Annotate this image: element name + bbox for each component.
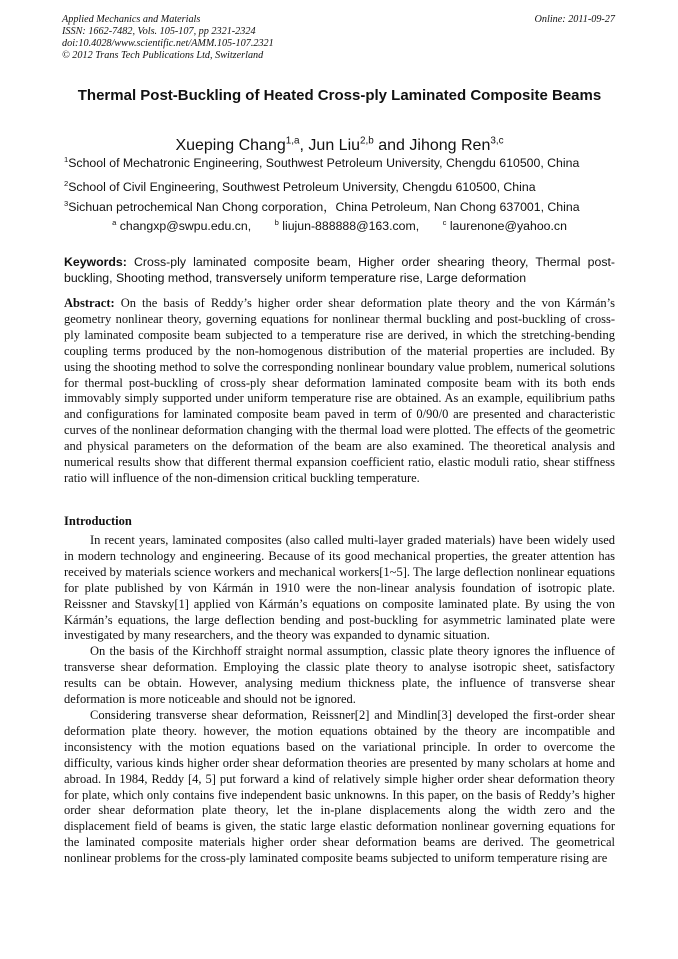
email-address: liujun-888888@163.com, xyxy=(282,219,420,233)
keywords-label: Keywords: xyxy=(64,255,127,269)
email-address: laurenone@yahoo.cn xyxy=(449,219,567,233)
affiliation-text: School of Civil Engineering, Southwest Petroleum University, Chengdu 610500, China xyxy=(68,180,536,194)
paragraph: In recent years, laminated composites (also called multi-layer graded materials) have been widely used in modern technology and engineering. Because of its good mechanical properties, the greater attention has received by materials science workers and mechanical workers[1~5]. The large deflection nonlinear equations for plate published by von Kármán in 1910 were the non-linear analysis foundation of isotropic plate. Reissner and Stavsky[1] applied von Kármán’s equations on composite laminated plate. By using the von Kármán’s equations, the large deflection bending and post-buckling for asymmetric laminated plate were investigated by many researchers, and the theory was expanded to dynamic situation. xyxy=(64,533,615,643)
paper-title: Thermal Post-Buckling of Heated Cross-ply Laminated Composite Beams xyxy=(77,87,602,104)
author-affiliation-mark: 3,c xyxy=(490,135,504,147)
abstract-text: On the basis of Reddy’s higher order shear deformation plate theory and the von Kármán’s geometry nonlinear theory, governing equations for nonlinear thermal buckling and post-buckling of cross-ply laminated composite beam subjected to a temperature rise are derived, in which the stretching-bending coupling terms produced by the non-homogenous distribution of the material properties are included. By using the shooting method to solve the corresponding nonlinear boundary value problem, numerical solutions for thermal post-buckling of cross-ply shear deformation laminated composite beam with its both ends immovably simply supported under uniform temperature rise are obtained. As an example, equilibrium paths and configurations for laminated composite beam paved in term of 0/90/0 are presented and characteristic curves of the nonlinear deformation changing with the thermal load were plotted. The effects of the geometric and physical parameters on the deformation of the beam are also examined. The theoretical analysis and numerical results show that different thermal expansion coefficient ratio, elastic moduli ratio, shear stiffness ratio will influence of the non-dimension critical buckling temperature. xyxy=(64,296,615,485)
abstract-label: Abstract: xyxy=(64,296,115,310)
paragraph: On the basis of the Kirchhoff straight normal assumption, classic plate theory ignores the influence of transverse shear deformation. Employing the classic plate theory to analyse isotropic sheet, satisfactory results can be obtain. However, analysing medium thickness plate, the influence of transverse shear deformation is more noticeable and should not be ignored. xyxy=(64,644,615,707)
issn-line: ISSN: 1662-7482, Vols. 105-107, pp 2321-2324 xyxy=(62,26,256,37)
keywords-text: Cross-ply laminated composite beam, Higher order shearing theory, Thermal post-buckling, Shooting method, transversely uniform temperature rise, Large deformation xyxy=(64,255,615,285)
email-label: b xyxy=(274,217,279,227)
doi-line: doi:10.4028/www.scientific.net/AMM.105-107.2321 xyxy=(62,38,274,49)
email-entry xyxy=(275,219,420,233)
affiliation-number: 1 xyxy=(64,154,69,164)
introduction-body xyxy=(64,533,615,867)
affiliation-number: 2 xyxy=(64,178,69,188)
journal-header xyxy=(62,14,615,62)
affiliation-1 xyxy=(64,156,579,170)
email-label: a xyxy=(112,217,117,227)
author-name: Jun Liu xyxy=(308,137,361,154)
author-name: Jihong Ren xyxy=(409,137,491,154)
author-affiliation-mark: 1,a xyxy=(285,135,300,147)
keywords-block xyxy=(64,254,615,286)
abstract-block xyxy=(64,296,615,487)
author-separator: , xyxy=(299,137,309,154)
paragraph: Considering transverse shear deformation, Reissner[2] and Mindlin[3] developed the first-order shear deformation plate theory. however, the motion equations obtained by the theory are incompatible and inconsistency with the motion equations based on the variational principle. In order to overcome the difficulty, various kinds higher order shear deformation theories are presented by many scholars at home and abroad. In 1984, Reddy [4, 5] put forward a kind of relatively simple higher order shear deformation theory for plate, which only contains five independent basic unknowns. In this paper, on the basis of Reddy’s higher order shear deformation plate theory, let the in-plane displacements along the width zero and the displacement field of beams is given, the static large elastic deformation nonlinear governing equations for the laminated composite materials higher order shear deformation beams are derived. The geometrical nonlinear problems for the cross-ply laminated composite beams subjected to uniform temperature rising are xyxy=(64,707,615,866)
email-entry xyxy=(112,219,251,233)
author-separator: and xyxy=(373,137,410,154)
affiliation-text: School of Mechatronic Engineering, Southwest Petroleum University, Chengdu 610500, China xyxy=(68,156,580,170)
email-label: c xyxy=(442,217,447,227)
author-affiliation-mark: 2,b xyxy=(360,135,374,147)
affiliation-2 xyxy=(64,180,536,194)
affiliation-text: Sichuan petrochemical Nan Chong corporation，China Petroleum, Nan Chong 637001, China xyxy=(68,200,580,214)
copyright-line: © 2012 Trans Tech Publications Ltd, Switzerland xyxy=(62,50,264,61)
author-name: Xueping Chang xyxy=(175,137,286,154)
email-address: changxp@swpu.edu.cn, xyxy=(119,219,252,233)
email-list xyxy=(64,219,615,233)
journal-name: Applied Mechanics and Materials xyxy=(62,14,201,25)
section-heading-introduction: Introduction xyxy=(64,514,132,528)
affiliation-number: 3 xyxy=(64,198,69,208)
email-entry xyxy=(443,219,567,233)
online-date: Online: 2011-09-27 xyxy=(534,14,615,25)
affiliation-3 xyxy=(64,197,580,215)
author-list xyxy=(64,137,615,155)
